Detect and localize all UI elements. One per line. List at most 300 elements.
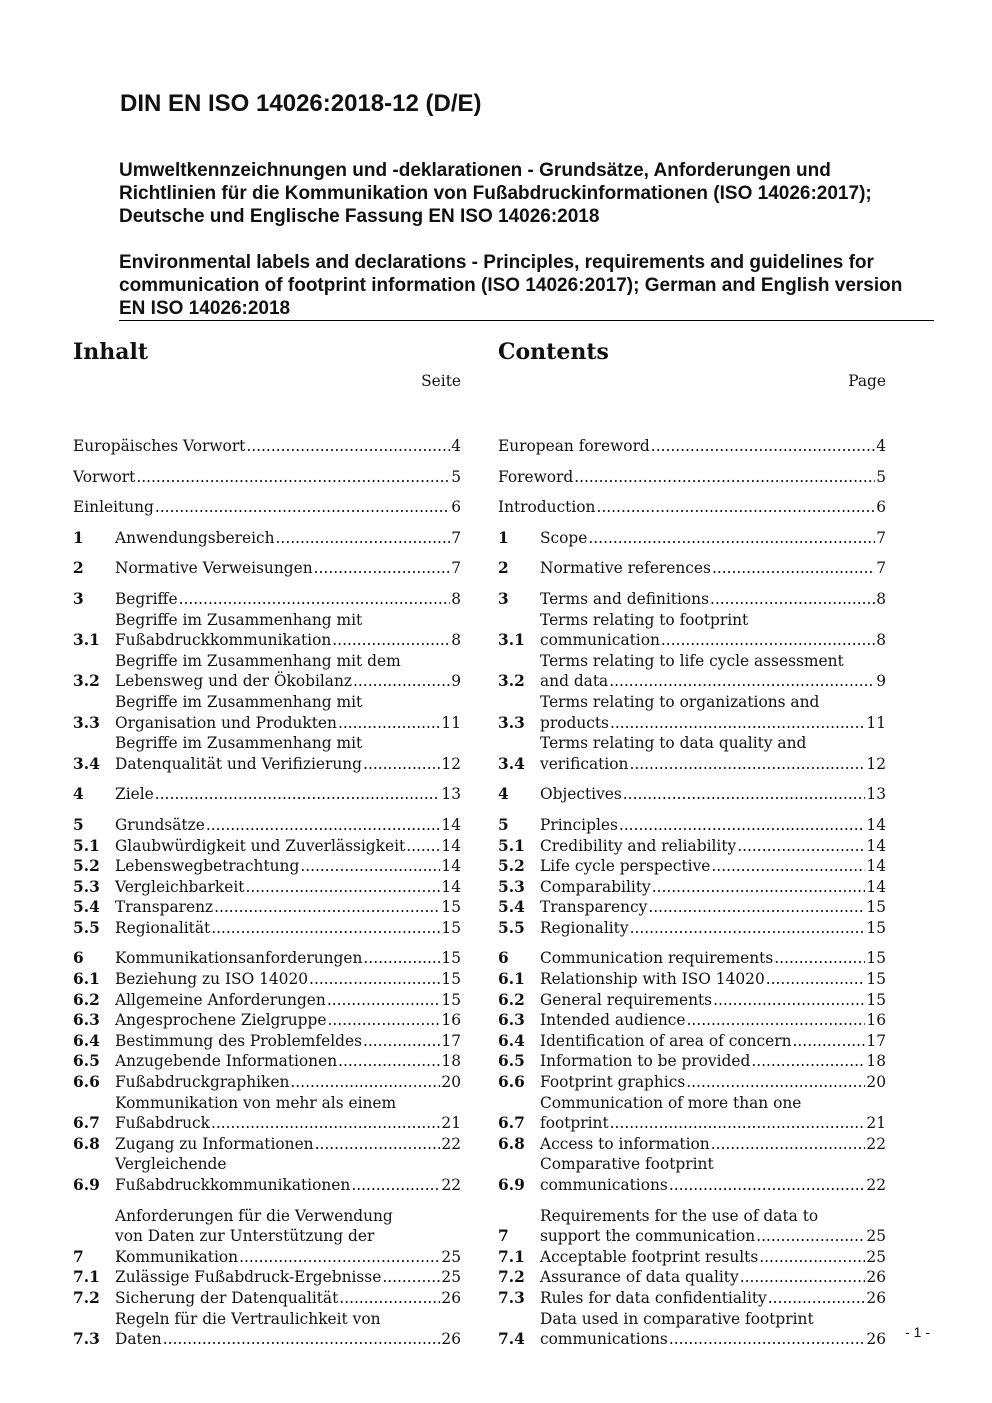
toc-entry-number: 4	[73, 785, 84, 804]
toc-entry-de-6-5[interactable]	[73, 1051, 461, 1072]
toc-entry-de-3[interactable]	[73, 589, 461, 610]
toc-entry-en-5-1[interactable]	[498, 836, 886, 857]
toc-entry-page: 7	[451, 559, 461, 578]
toc-entry-de-6-7[interactable]	[73, 1093, 461, 1134]
toc-entry-number: 6.6	[498, 1073, 525, 1092]
toc-entry-page: 25	[441, 1247, 461, 1266]
dot-leader	[163, 1329, 441, 1350]
toc-entry-de-6[interactable]	[73, 948, 461, 969]
toc-entry-page: 15	[441, 990, 461, 1009]
toc-entry-en-7[interactable]	[498, 1206, 886, 1247]
toc-entry-number: 6.9	[73, 1176, 100, 1194]
dot-leader	[652, 877, 866, 898]
toc-entry-title-text: Kommunikationsanforderungen	[115, 949, 363, 968]
toc-entry-de-3-2[interactable]	[73, 651, 461, 692]
toc-entry-title	[540, 589, 886, 610]
toc-entry-number: 3.1	[73, 631, 100, 650]
toc-entry-en-3[interactable]	[498, 589, 886, 610]
toc-entry-title	[115, 1154, 461, 1195]
toc-entry-de-front-1[interactable]	[73, 467, 461, 488]
toc-entry-title-line: Fußabdruckkommunikation ..... 8	[115, 630, 461, 651]
toc-entry-title-text: Regionality	[540, 918, 629, 937]
toc-entry-de-3-4[interactable]	[73, 733, 461, 774]
toc-entry-number: 2	[498, 559, 509, 578]
toc-entry-de-7[interactable]	[73, 1206, 461, 1268]
toc-entry-title-line: and data ..... 9	[540, 671, 886, 692]
title-english: Environmental labels and declarations - Principles, requirements and guidelines for communication of footprint information (ISO 14026:2017); German and English version EN ISO 14026:2018	[119, 252, 903, 319]
toc-entry-title	[540, 948, 886, 969]
toc-entry-page: 16	[866, 1011, 886, 1030]
toc-entry-title-text: Vorwort	[73, 467, 136, 486]
toc-entry-en-6-6[interactable]	[498, 1072, 886, 1093]
toc-entry-title	[540, 1072, 886, 1093]
toc-entry-title	[540, 692, 886, 733]
toc-entry-en-front-0[interactable]	[498, 436, 886, 457]
toc-entry-page: 26	[441, 1330, 461, 1349]
toc-entry-title-text: Zugang zu Informationen	[115, 1134, 314, 1153]
toc-entry-en-6-2[interactable]	[498, 990, 886, 1011]
toc-entry-title	[540, 1031, 886, 1052]
toc-entry-number: 7.1	[498, 1247, 525, 1266]
toc-entry-number: 1	[73, 528, 84, 547]
toc-entry-title	[540, 969, 886, 990]
toc-entry-title-text: Acceptable footprint results	[540, 1247, 759, 1266]
toc-entry-title-line: Begriffe im Zusammenhang mit	[115, 734, 363, 753]
toc-entry-en-6-7[interactable]	[498, 1093, 886, 1134]
toc-entry-de-5-5[interactable]	[73, 918, 461, 939]
dot-leader	[245, 877, 440, 898]
toc-entry-title-text: Comparability	[540, 877, 651, 896]
dot-leader	[382, 1267, 440, 1288]
dot-leader	[766, 969, 866, 990]
dot-leader	[596, 497, 875, 518]
dot-leader	[759, 1247, 865, 1268]
toc-entry-title-line: Regeln für die Vertraulichkeit von	[115, 1309, 381, 1328]
toc-entry-title-line: Kommunikation von mehr als einem	[115, 1093, 397, 1112]
toc-english	[498, 338, 886, 1350]
toc-entry-de-5-4[interactable]	[73, 897, 461, 918]
toc-entry-title-text: Information to be provided	[540, 1052, 751, 1071]
toc-entry-title-line: communication ..... 8	[540, 630, 886, 651]
dot-leader	[211, 1113, 440, 1134]
toc-entry-en-7-4[interactable]	[498, 1309, 886, 1350]
toc-entry-de-5-1[interactable]	[73, 836, 461, 857]
toc-entry-title-text: Sicherung der Datenqualität	[115, 1288, 339, 1307]
toc-entry-en-7-2[interactable]	[498, 1267, 886, 1288]
toc-entry-title	[73, 436, 461, 457]
toc-entry-title	[540, 1093, 886, 1134]
toc-entry-page: 26	[866, 1288, 886, 1307]
toc-entry-title	[540, 610, 886, 651]
dot-leader	[687, 1010, 866, 1031]
toc-entry-page: 15	[866, 918, 886, 937]
toc-entry-title	[115, 948, 461, 969]
toc-entry-de-7-1[interactable]	[73, 1267, 461, 1288]
toc-entry-number: 6	[498, 949, 509, 968]
toc-entry-title-text: Foreword	[498, 467, 574, 486]
toc-entry-title	[73, 497, 461, 518]
toc-entry-en-7-3[interactable]	[498, 1288, 886, 1309]
toc-entry-title-text: Anwendungsbereich	[115, 528, 275, 547]
toc-entry-en-front-2[interactable]	[498, 497, 886, 518]
toc-entry-page: 21	[866, 1114, 886, 1133]
dot-leader	[155, 784, 441, 805]
toc-entry-page: 7	[876, 528, 886, 547]
toc-entry-title-text: Footprint graphics	[540, 1073, 686, 1092]
toc-entry-title	[115, 1206, 461, 1268]
toc-entry-en-front-1[interactable]	[498, 467, 886, 488]
toc-entry-title	[115, 990, 461, 1011]
toc-entry-title-line: Begriffe im Zusammenhang mit dem	[115, 651, 401, 670]
toc-entry-en-5-5[interactable]	[498, 918, 886, 939]
toc-entry-de-4[interactable]	[73, 784, 461, 805]
toc-entry-title	[540, 784, 886, 805]
toc-entry-number: 5.2	[73, 857, 100, 876]
toc-entry-title	[115, 1010, 461, 1031]
toc-entry-number: 6.1	[498, 970, 525, 989]
toc-entry-page: 14	[441, 877, 461, 896]
standard-title: DIN EN ISO 14026:2018-12 (D/E)	[120, 90, 482, 117]
toc-entry-title	[540, 733, 886, 774]
dot-leader	[276, 528, 451, 549]
toc-entry-title-text: Einleitung	[73, 498, 154, 517]
toc-entry-page: 14	[441, 857, 461, 876]
toc-entry-title-text: Transparenz	[115, 898, 214, 917]
toc-entry-de-front-2[interactable]	[73, 497, 461, 518]
toc-entry-title	[73, 467, 461, 488]
toc-entry-number: 3.1	[498, 631, 525, 650]
toc-entry-de-front-0[interactable]	[73, 436, 461, 457]
toc-entry-number: 7	[73, 1247, 84, 1266]
toc-entry-number: 6.3	[498, 1011, 525, 1030]
toc-entry-title	[540, 1154, 886, 1195]
toc-entry-title-text: Assurance of data quality	[540, 1268, 739, 1287]
toc-entry-de-5[interactable]	[73, 815, 461, 836]
toc-entry-en-3-3[interactable]	[498, 692, 886, 733]
toc-entry-title	[498, 497, 886, 518]
toc-entry-page: 6	[876, 498, 886, 517]
toc-entry-page: 14	[441, 815, 461, 834]
toc-entry-number: 5	[73, 815, 84, 834]
toc-entry-title	[115, 815, 461, 836]
toc-entry-title-text: Ziele	[115, 785, 154, 804]
toc-entry-number: 7.3	[498, 1288, 525, 1307]
toc-entry-title	[540, 856, 886, 877]
toc-entry-number: 5.4	[73, 898, 100, 917]
toc-entry-title	[540, 1309, 886, 1350]
toc-entry-en-5-4[interactable]	[498, 897, 886, 918]
toc-entry-page: 14	[866, 815, 886, 834]
toc-entry-title	[540, 528, 886, 549]
toc-entry-page: 9	[876, 672, 886, 691]
toc-entry-title-text: Anzugebende Informationen	[115, 1052, 338, 1071]
toc-entry-number: 5.3	[498, 877, 525, 896]
toc-entry-page: 14	[866, 836, 886, 855]
toc-english-heading: Contents	[498, 339, 609, 365]
toc-entry-en-6-8[interactable]	[498, 1134, 886, 1155]
toc-entry-de-6-2[interactable]	[73, 990, 461, 1011]
toc-german-heading: Inhalt	[73, 339, 149, 365]
toc-entry-en-3-1[interactable]	[498, 610, 886, 651]
toc-entry-title-line: Fußabdruck ..... 21	[115, 1113, 461, 1134]
dot-leader	[328, 1010, 441, 1031]
toc-entry-page: 26	[866, 1330, 886, 1349]
toc-entry-number: 6.9	[498, 1176, 525, 1194]
toc-entry-page: 8	[876, 631, 886, 650]
toc-entry-title	[540, 1247, 886, 1268]
toc-entry-de-3-1[interactable]	[73, 610, 461, 651]
toc-entry-title-line: Data used in comparative footprint	[540, 1309, 814, 1328]
toc-entry-page: 15	[441, 918, 461, 937]
dot-leader	[610, 1113, 866, 1134]
toc-entry-title	[540, 1206, 886, 1247]
toc-entry-page: 12	[441, 754, 461, 773]
dot-leader	[710, 589, 875, 610]
toc-entry-number: 7.2	[73, 1288, 100, 1307]
dot-leader	[211, 918, 440, 939]
toc-entry-title	[540, 1051, 886, 1072]
dot-leader	[630, 918, 866, 939]
toc-entry-title	[115, 610, 461, 651]
toc-entry-page: 22	[441, 1176, 461, 1194]
toc-entry-title	[115, 1288, 461, 1309]
toc-entry-number: 3.4	[73, 754, 100, 773]
toc-entry-title-text: Principles	[540, 815, 618, 834]
toc-entry-de-6-1[interactable]	[73, 969, 461, 990]
toc-entry-page: 25	[866, 1227, 886, 1246]
dot-leader	[648, 897, 865, 918]
toc-entry-title	[115, 969, 461, 990]
dot-leader	[651, 436, 875, 457]
toc-entry-title	[115, 1093, 461, 1134]
toc-entry-number: 3	[498, 589, 509, 608]
dot-leader	[406, 836, 440, 857]
dot-leader	[669, 1329, 866, 1350]
toc-entry-title-text: Fußabdruckgraphiken	[115, 1073, 290, 1092]
toc-entry-number: 7.2	[498, 1268, 525, 1287]
dot-leader	[623, 784, 866, 805]
toc-entry-page: 7	[451, 528, 461, 547]
toc-entry-page: 15	[441, 949, 461, 968]
toc-entry-en-6-1[interactable]	[498, 969, 886, 990]
dot-leader	[740, 1267, 866, 1288]
toc-entry-en-3-2[interactable]	[498, 651, 886, 692]
dot-leader	[339, 1288, 440, 1309]
dot-leader	[246, 436, 450, 457]
toc-entry-title	[540, 918, 886, 939]
toc-entry-en-6-9[interactable]	[498, 1154, 886, 1195]
dot-leader	[363, 754, 440, 775]
toc-entry-number: 6.2	[73, 990, 100, 1009]
toc-entry-number: 5.3	[73, 877, 100, 896]
toc-entry-en-5-3[interactable]	[498, 877, 886, 898]
toc-entry-en-2[interactable]	[498, 558, 886, 579]
toc-entry-page: 18	[866, 1052, 886, 1071]
dot-leader	[290, 1072, 440, 1093]
toc-entry-page: 15	[441, 898, 461, 917]
dot-leader	[314, 558, 451, 579]
dot-leader	[239, 1247, 440, 1268]
toc-entry-title	[115, 1051, 461, 1072]
toc-entry-page: 20	[866, 1073, 886, 1092]
toc-entry-page: 8	[451, 631, 461, 650]
toc-entry-en-5-2[interactable]	[498, 856, 886, 877]
toc-entry-title	[115, 528, 461, 549]
toc-entry-page: 11	[866, 713, 886, 732]
toc-entry-page: 5	[876, 467, 886, 486]
toc-entry-page: 22	[866, 1176, 886, 1194]
toc-english-page-label: Page	[848, 372, 886, 390]
toc-entry-de-3-3[interactable]	[73, 692, 461, 733]
toc-entry-page: 25	[866, 1247, 886, 1266]
toc-entry-title	[540, 1134, 886, 1155]
toc-entry-de-5-2[interactable]	[73, 856, 461, 877]
toc-entry-de-6-4[interactable]	[73, 1031, 461, 1052]
toc-entry-en-7-1[interactable]	[498, 1247, 886, 1268]
toc-entry-title	[115, 1134, 461, 1155]
toc-entry-de-1[interactable]	[73, 528, 461, 549]
toc-entry-title-line: Requirements for the use of data to	[540, 1206, 819, 1225]
dot-leader	[661, 630, 875, 651]
toc-entry-page: 4	[876, 437, 886, 455]
toc-entry-title-text: Access to information	[540, 1134, 710, 1153]
toc-entry-de-2[interactable]	[73, 558, 461, 579]
toc-entry-en-5[interactable]	[498, 815, 886, 836]
toc-entry-page: 12	[866, 754, 886, 773]
toc-entry-title	[498, 467, 886, 488]
toc-entry-number: 6.1	[73, 970, 100, 989]
toc-entry-page: 8	[876, 589, 886, 608]
toc-entry-page: 15	[866, 898, 886, 917]
toc-entry-number: 5.5	[498, 918, 525, 937]
toc-entry-page: 13	[866, 785, 886, 804]
toc-entry-number: 3	[73, 589, 84, 608]
toc-entry-number: 5.1	[73, 836, 100, 855]
toc-entry-de-7-3[interactable]	[73, 1309, 461, 1350]
toc-entry-page: 4	[451, 437, 461, 455]
toc-entry-title-line: products ..... 11	[540, 713, 886, 734]
toc-entry-title-text: Rules for data confidentiality	[540, 1288, 767, 1307]
toc-entry-de-6-6[interactable]	[73, 1072, 461, 1093]
toc-german-list	[73, 436, 461, 1350]
toc-entry-en-4[interactable]	[498, 784, 886, 805]
toc-entry-title-text: Identification of area of concern	[540, 1031, 792, 1050]
dot-leader	[610, 713, 865, 734]
toc-entry-page: 26	[441, 1288, 461, 1307]
toc-entry-de-6-3[interactable]	[73, 1010, 461, 1031]
toc-entry-page: 20	[441, 1073, 461, 1092]
toc-entry-title-text: Lebenswegbetrachtung	[115, 857, 300, 876]
toc-entry-number: 7	[498, 1227, 509, 1246]
toc-entry-number: 6.7	[498, 1114, 525, 1133]
toc-entry-title-text: Terms and definitions	[540, 589, 709, 608]
toc-entry-number: 6.7	[73, 1114, 100, 1133]
dot-leader	[332, 630, 450, 651]
toc-entry-en-6-4[interactable]	[498, 1031, 886, 1052]
toc-entry-en-6[interactable]	[498, 948, 886, 969]
toc-entry-title-text: Normative Verweisungen	[115, 559, 313, 578]
dot-leader	[774, 948, 865, 969]
toc-entry-page: 26	[866, 1268, 886, 1287]
toc-entry-en-6-3[interactable]	[498, 1010, 886, 1031]
toc-entry-title-text: Europäisches Vorwort	[73, 437, 246, 455]
toc-entry-title-text: Vergleichbarkeit	[115, 877, 245, 896]
toc-entry-title	[540, 1288, 886, 1309]
toc-entry-title-text: Normative references	[540, 559, 711, 578]
toc-entry-page: 5	[451, 467, 461, 486]
toc-entry-title	[115, 1267, 461, 1288]
dot-leader	[309, 969, 440, 990]
toc-entry-number: 3.2	[498, 672, 525, 691]
toc-entry-title	[115, 1031, 461, 1052]
toc-entry-page: 22	[866, 1134, 886, 1153]
toc-entry-number: 7.1	[73, 1268, 100, 1287]
dot-leader	[588, 528, 875, 549]
toc-entry-title	[115, 1309, 461, 1350]
toc-entry-title-line: verification ..... 12	[540, 754, 886, 775]
dot-leader	[712, 558, 875, 579]
toc-entry-page: 15	[441, 970, 461, 989]
toc-entry-de-7-2[interactable]	[73, 1288, 461, 1309]
dot-leader	[619, 815, 866, 836]
toc-entry-de-6-9[interactable]	[73, 1154, 461, 1195]
dot-leader	[713, 990, 865, 1011]
toc-entry-title-text: Beziehung zu ISO 14020	[115, 970, 309, 989]
dot-leader	[353, 671, 450, 692]
toc-entry-number: 6.5	[498, 1052, 525, 1071]
toc-entry-number: 6	[73, 949, 84, 968]
toc-entry-title	[115, 897, 461, 918]
toc-entry-page: 18	[441, 1052, 461, 1071]
toc-entry-title-text: Grundsätze	[115, 815, 205, 834]
toc-entry-page: 6	[451, 498, 461, 517]
toc-entry-title-line: Terms relating to organizations and	[540, 692, 820, 711]
dot-leader	[768, 1288, 866, 1309]
toc-entry-title-line: Begriffe im Zusammenhang mit	[115, 692, 363, 711]
dot-leader	[136, 467, 450, 488]
toc-entry-number: 6.2	[498, 990, 525, 1009]
toc-entry-en-1[interactable]	[498, 528, 886, 549]
toc-entry-title-line: footprint ..... 21	[540, 1113, 886, 1134]
toc-entry-title-text: Zulässige Fußabdruck-Ergebnisse	[115, 1268, 382, 1287]
toc-entry-title	[115, 1072, 461, 1093]
dot-leader	[686, 1072, 865, 1093]
toc-entry-number: 5.5	[73, 918, 100, 937]
toc-entry-page: 11	[441, 713, 461, 732]
toc-entry-title-line: Daten ..... 26	[115, 1329, 461, 1350]
toc-entry-title-text: Bestimmung des Problemfeldes	[115, 1031, 362, 1050]
toc-entry-de-5-3[interactable]	[73, 877, 461, 898]
toc-entry-en-3-4[interactable]	[498, 733, 886, 774]
toc-entry-title-line: support the communication ..... 25	[540, 1226, 886, 1247]
toc-entry-number: 6.4	[73, 1031, 100, 1050]
toc-entry-title-line: Terms relating to life cycle assessment	[540, 651, 844, 670]
toc-entry-page: 15	[866, 990, 886, 1009]
toc-entry-title	[115, 651, 461, 692]
dot-leader	[327, 990, 441, 1011]
toc-entry-title-text: Regionalität	[115, 918, 211, 937]
dot-leader	[338, 1051, 440, 1072]
dot-leader	[574, 467, 875, 488]
toc-entry-number: 4	[498, 785, 509, 804]
toc-entry-page: 13	[441, 785, 461, 804]
toc-german	[73, 338, 461, 1350]
toc-entry-title	[540, 1010, 886, 1031]
toc-entry-title-line: Kommunikation ..... 25	[115, 1247, 461, 1268]
toc-entry-de-6-8[interactable]	[73, 1134, 461, 1155]
toc-entry-en-6-5[interactable]	[498, 1051, 886, 1072]
toc-entry-number: 6.4	[498, 1031, 525, 1050]
